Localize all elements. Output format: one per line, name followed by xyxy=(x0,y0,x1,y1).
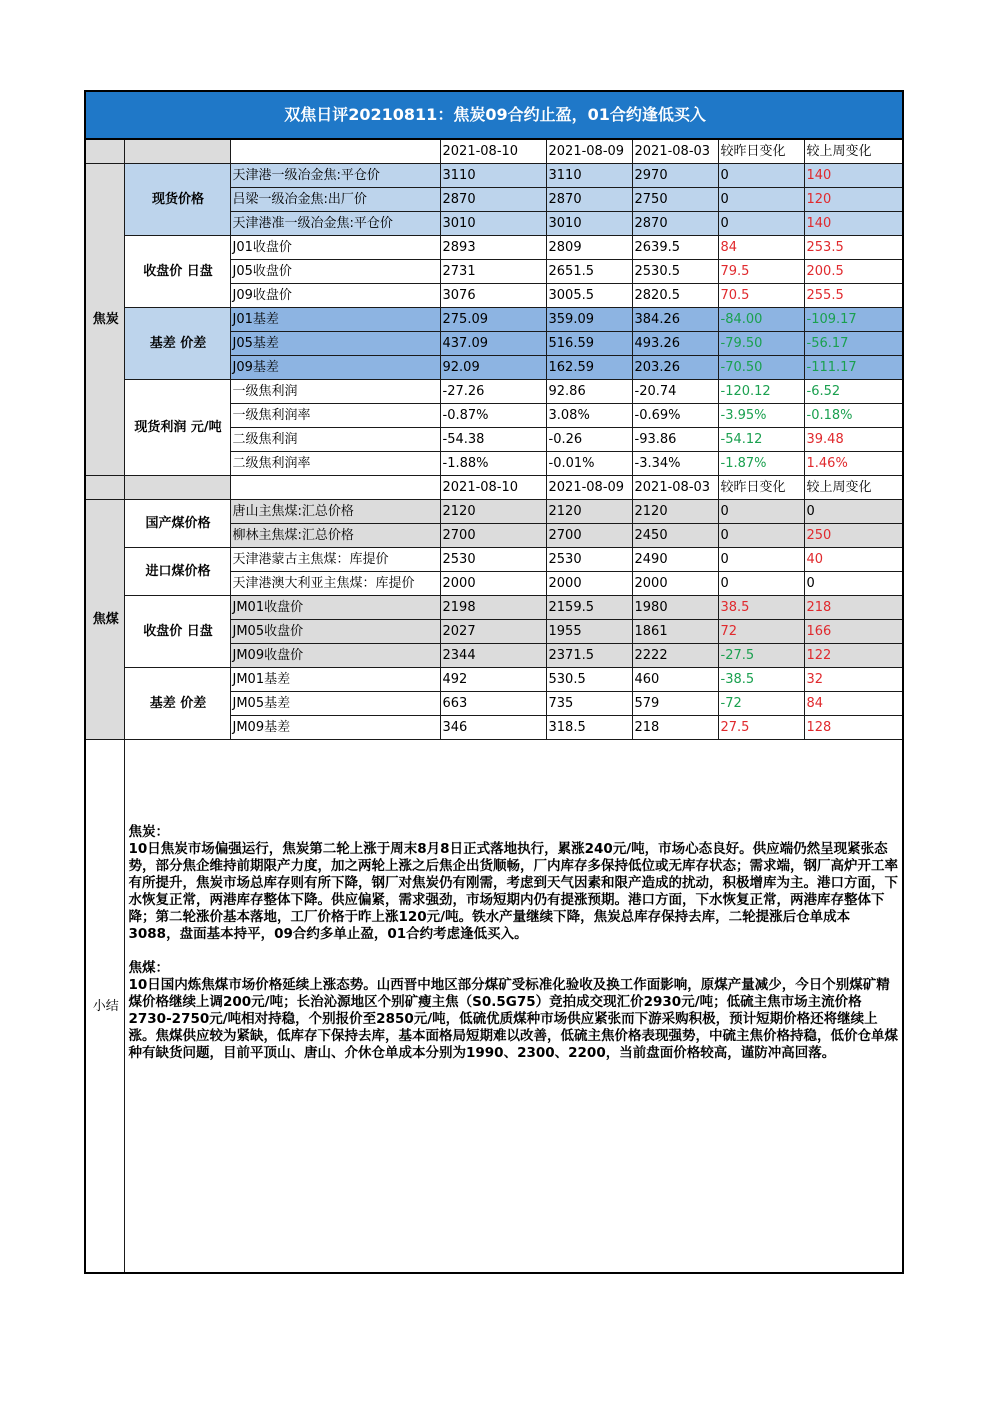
change-day-cell: -1.87% xyxy=(718,452,804,476)
row-label: 天津港澳大利亚主焦煤：库提价 xyxy=(230,572,440,596)
value-cell: 359.09 xyxy=(546,308,632,332)
header-change-day: 较昨日变化 xyxy=(718,476,804,500)
table-row xyxy=(85,380,903,404)
change-week-cell: 250 xyxy=(804,524,903,548)
row-label: JM01收盘价 xyxy=(230,596,440,620)
group-label: 收盘价 日盘 xyxy=(124,236,230,308)
report-table xyxy=(84,90,904,1274)
change-day-cell: -70.50 xyxy=(718,356,804,380)
header-date-1: 2021-08-10 xyxy=(440,476,546,500)
value-cell: -27.26 xyxy=(440,380,546,404)
header-row xyxy=(85,139,903,164)
header-blank xyxy=(230,139,440,164)
row-label: 二级焦利润率 xyxy=(230,452,440,476)
value-cell: 2700 xyxy=(546,524,632,548)
value-cell: 3005.5 xyxy=(546,284,632,308)
row-label: JM09基差 xyxy=(230,716,440,740)
header-blank xyxy=(85,476,124,500)
value-cell: 1955 xyxy=(546,620,632,644)
row-label: 吕梁一级冶金焦:出厂价 xyxy=(230,188,440,212)
group-label: 基差 价差 xyxy=(124,308,230,380)
change-week-cell: -56.17 xyxy=(804,332,903,356)
header-blank xyxy=(230,476,440,500)
change-week-cell: -0.18% xyxy=(804,404,903,428)
value-cell: 2870 xyxy=(546,188,632,212)
coke-summary-heading: 焦炭： xyxy=(128,824,169,840)
change-week-cell: 120 xyxy=(804,188,903,212)
value-cell: 2870 xyxy=(440,188,546,212)
value-cell: 203.26 xyxy=(632,356,718,380)
row-label: JM01基差 xyxy=(230,668,440,692)
summary-text xyxy=(124,740,903,1274)
header-date-3: 2021-08-03 xyxy=(632,476,718,500)
value-cell: -0.01% xyxy=(546,452,632,476)
value-cell: 3010 xyxy=(546,212,632,236)
value-cell: 218 xyxy=(632,716,718,740)
value-cell: 384.26 xyxy=(632,308,718,332)
value-cell: 3110 xyxy=(546,164,632,188)
change-week-cell: -6.52 xyxy=(804,380,903,404)
summary-row xyxy=(85,740,903,1274)
change-day-cell: 0 xyxy=(718,164,804,188)
row-label: 天津港蒙古主焦煤：库提价 xyxy=(230,548,440,572)
change-week-cell: 140 xyxy=(804,212,903,236)
value-cell: 2870 xyxy=(632,212,718,236)
change-day-cell: 0 xyxy=(718,572,804,596)
change-day-cell: 38.5 xyxy=(718,596,804,620)
value-cell: 516.59 xyxy=(546,332,632,356)
value-cell: 2700 xyxy=(440,524,546,548)
change-day-cell: 0 xyxy=(718,548,804,572)
change-day-cell: -79.50 xyxy=(718,332,804,356)
change-day-cell: 27.5 xyxy=(718,716,804,740)
value-cell: 2970 xyxy=(632,164,718,188)
change-day-cell: -38.5 xyxy=(718,668,804,692)
change-day-cell: -84.00 xyxy=(718,308,804,332)
header-blank xyxy=(124,476,230,500)
value-cell: 3010 xyxy=(440,212,546,236)
value-cell: 2750 xyxy=(632,188,718,212)
value-cell: 2731 xyxy=(440,260,546,284)
value-cell: 530.5 xyxy=(546,668,632,692)
change-week-cell: 255.5 xyxy=(804,284,903,308)
value-cell: 2530 xyxy=(546,548,632,572)
change-week-cell: 200.5 xyxy=(804,260,903,284)
group-label: 现货价格 xyxy=(124,164,230,236)
change-day-cell: -120.12 xyxy=(718,380,804,404)
table-row xyxy=(85,236,903,260)
row-label: J01基差 xyxy=(230,308,440,332)
change-week-cell: 40 xyxy=(804,548,903,572)
value-cell: -0.26 xyxy=(546,428,632,452)
header-blank xyxy=(85,139,124,164)
header-date-3: 2021-08-03 xyxy=(632,139,718,164)
change-week-cell: 122 xyxy=(804,644,903,668)
table-row xyxy=(85,308,903,332)
value-cell: 2198 xyxy=(440,596,546,620)
change-week-cell: 253.5 xyxy=(804,236,903,260)
table-row xyxy=(85,596,903,620)
group-label: 基差 价差 xyxy=(124,668,230,740)
table-row xyxy=(85,164,903,188)
change-week-cell: -111.17 xyxy=(804,356,903,380)
change-day-cell: -54.12 xyxy=(718,428,804,452)
change-day-cell: 0 xyxy=(718,524,804,548)
change-week-cell: -109.17 xyxy=(804,308,903,332)
group-label: 收盘价 日盘 xyxy=(124,596,230,668)
value-cell: 2530 xyxy=(440,548,546,572)
value-cell: 275.09 xyxy=(440,308,546,332)
value-cell: 2639.5 xyxy=(632,236,718,260)
row-label: 柳林主焦煤:汇总价格 xyxy=(230,524,440,548)
row-label: JM05收盘价 xyxy=(230,620,440,644)
summary-label: 小结 xyxy=(85,740,124,1274)
group-label: 现货利润 元/吨 xyxy=(124,380,230,476)
header-change-week: 较上周变化 xyxy=(804,476,903,500)
row-label: 二级焦利润 xyxy=(230,428,440,452)
value-cell: 162.59 xyxy=(546,356,632,380)
value-cell: 2530.5 xyxy=(632,260,718,284)
value-cell: -0.69% xyxy=(632,404,718,428)
change-day-cell: 0 xyxy=(718,212,804,236)
change-week-cell: 1.46% xyxy=(804,452,903,476)
change-week-cell: 0 xyxy=(804,572,903,596)
report-title: 双焦日评20210811：焦炭09合约止盈，01合约逢低买入 xyxy=(85,91,903,139)
value-cell: 2651.5 xyxy=(546,260,632,284)
value-cell: 493.26 xyxy=(632,332,718,356)
value-cell: 2344 xyxy=(440,644,546,668)
value-cell: 2000 xyxy=(546,572,632,596)
change-day-cell: -3.95% xyxy=(718,404,804,428)
value-cell: 2120 xyxy=(546,500,632,524)
row-label: 一级焦利润率 xyxy=(230,404,440,428)
change-day-cell: 0 xyxy=(718,188,804,212)
value-cell: 460 xyxy=(632,668,718,692)
row-label: 天津港一级冶金焦:平仓价 xyxy=(230,164,440,188)
value-cell: 2120 xyxy=(632,500,718,524)
row-label: 一级焦利润 xyxy=(230,380,440,404)
change-day-cell: -27.5 xyxy=(718,644,804,668)
header-change-day: 较昨日变化 xyxy=(718,139,804,164)
value-cell: 2893 xyxy=(440,236,546,260)
row-label: JM09收盘价 xyxy=(230,644,440,668)
change-week-cell: 140 xyxy=(804,164,903,188)
value-cell: 2000 xyxy=(440,572,546,596)
row-label: J01收盘价 xyxy=(230,236,440,260)
row-label: J05收盘价 xyxy=(230,260,440,284)
change-week-cell: 39.48 xyxy=(804,428,903,452)
change-day-cell: -72 xyxy=(718,692,804,716)
change-day-cell: 84 xyxy=(718,236,804,260)
value-cell: 579 xyxy=(632,692,718,716)
value-cell: -0.87% xyxy=(440,404,546,428)
coal-summary-text: 10日国内炼焦煤市场价格延续上涨态势。山西晋中地区部分煤矿受标准化验收及换工作面影响，原煤产量减少，今日个别煤矿精煤价格继续上调200元/吨；长治沁源地区个别矿瘦主焦（S0.5G75）竞拍成交现汇价2930元/吨；低硫主焦市场主流价格2730-2750元/吨相对持稳，个别报价至2850元/吨，低硫优质煤种市场供应紧张而下游采购积极，预计短期价格还将继续上涨。焦煤供应较为紧缺，低库存下保持去库，基本面格局短期难以改善，低硫主焦价格表现强势，中硫主焦价格持稳，低价仓单煤种有缺货问题，目前平顶山、唐山、介休仓单成本分别为1990、2300、2200，当前盘面价格较高，谨防冲高回落。 xyxy=(128,977,898,1061)
header-date-2: 2021-08-09 xyxy=(546,139,632,164)
value-cell: 735 xyxy=(546,692,632,716)
header-row xyxy=(85,476,903,500)
value-cell: -1.88% xyxy=(440,452,546,476)
change-day-cell: 72 xyxy=(718,620,804,644)
value-cell: 2000 xyxy=(632,572,718,596)
report-table-body xyxy=(85,91,903,1273)
header-change-week: 较上周变化 xyxy=(804,139,903,164)
category-label: 焦煤 xyxy=(85,500,124,740)
change-day-cell: 0 xyxy=(718,500,804,524)
value-cell: 2450 xyxy=(632,524,718,548)
row-label: JM05基差 xyxy=(230,692,440,716)
change-week-cell: 84 xyxy=(804,692,903,716)
value-cell: -93.86 xyxy=(632,428,718,452)
value-cell: 2027 xyxy=(440,620,546,644)
group-label: 进口煤价格 xyxy=(124,548,230,596)
change-week-cell: 0 xyxy=(804,500,903,524)
row-label: J09基差 xyxy=(230,356,440,380)
value-cell: 346 xyxy=(440,716,546,740)
coal-summary-heading: 焦煤： xyxy=(128,960,169,976)
value-cell: 437.09 xyxy=(440,332,546,356)
row-label: 天津港准一级冶金焦:平仓价 xyxy=(230,212,440,236)
value-cell: 2490 xyxy=(632,548,718,572)
value-cell: -20.74 xyxy=(632,380,718,404)
value-cell: 2809 xyxy=(546,236,632,260)
row-label: 唐山主焦煤:汇总价格 xyxy=(230,500,440,524)
change-week-cell: 166 xyxy=(804,620,903,644)
value-cell: 2120 xyxy=(440,500,546,524)
value-cell: 1980 xyxy=(632,596,718,620)
header-blank xyxy=(124,139,230,164)
row-label: J09收盘价 xyxy=(230,284,440,308)
value-cell: 318.5 xyxy=(546,716,632,740)
value-cell: 1861 xyxy=(632,620,718,644)
value-cell: -3.34% xyxy=(632,452,718,476)
value-cell: 2820.5 xyxy=(632,284,718,308)
value-cell: 3076 xyxy=(440,284,546,308)
change-week-cell: 32 xyxy=(804,668,903,692)
value-cell: -54.38 xyxy=(440,428,546,452)
value-cell: 2159.5 xyxy=(546,596,632,620)
value-cell: 3110 xyxy=(440,164,546,188)
value-cell: 2371.5 xyxy=(546,644,632,668)
value-cell: 663 xyxy=(440,692,546,716)
value-cell: 92.09 xyxy=(440,356,546,380)
change-week-cell: 218 xyxy=(804,596,903,620)
header-date-2: 2021-08-09 xyxy=(546,476,632,500)
report-sheet xyxy=(84,90,902,1274)
row-label: J05基差 xyxy=(230,332,440,356)
change-week-cell: 128 xyxy=(804,716,903,740)
category-label: 焦炭 xyxy=(85,164,124,476)
change-day-cell: 79.5 xyxy=(718,260,804,284)
table-row xyxy=(85,668,903,692)
group-label: 国产煤价格 xyxy=(124,500,230,548)
table-row xyxy=(85,548,903,572)
header-date-1: 2021-08-10 xyxy=(440,139,546,164)
value-cell: 492 xyxy=(440,668,546,692)
value-cell: 92.86 xyxy=(546,380,632,404)
coke-summary-text: 10日焦炭市场偏强运行，焦炭第二轮上涨于周末8月8日正式落地执行，累涨240元/吨，市场心态良好。供应端仍然呈现紧张态势，部分焦企维持前期限产力度，加之两轮上涨之后焦企出货顺畅，厂内库存多保持低位或无库存状态；需求端，钢厂高炉开工率有所提升，焦炭市场总库存则有所下降，钢厂对焦炭仍有刚需，考虑到天气因素和限产造成的扰动，积极增库为主。港口方面，下水恢复正常，两港库存整体下降。供应偏紧，需求强劲，市场短期内仍有提涨预期。港口方面，下水恢复正常，两港库存整体下降；第二轮涨价基本落地，工厂价格于昨上涨120元/吨。铁水产量继续下降，焦炭总库存保持去库，二轮提涨后仓单成本3088，盘面基本持平，09合约多单止盈，01合约考虑逢低买入。 xyxy=(128,841,898,942)
value-cell: 3.08% xyxy=(546,404,632,428)
value-cell: 2222 xyxy=(632,644,718,668)
change-day-cell: 70.5 xyxy=(718,284,804,308)
table-row xyxy=(85,500,903,524)
